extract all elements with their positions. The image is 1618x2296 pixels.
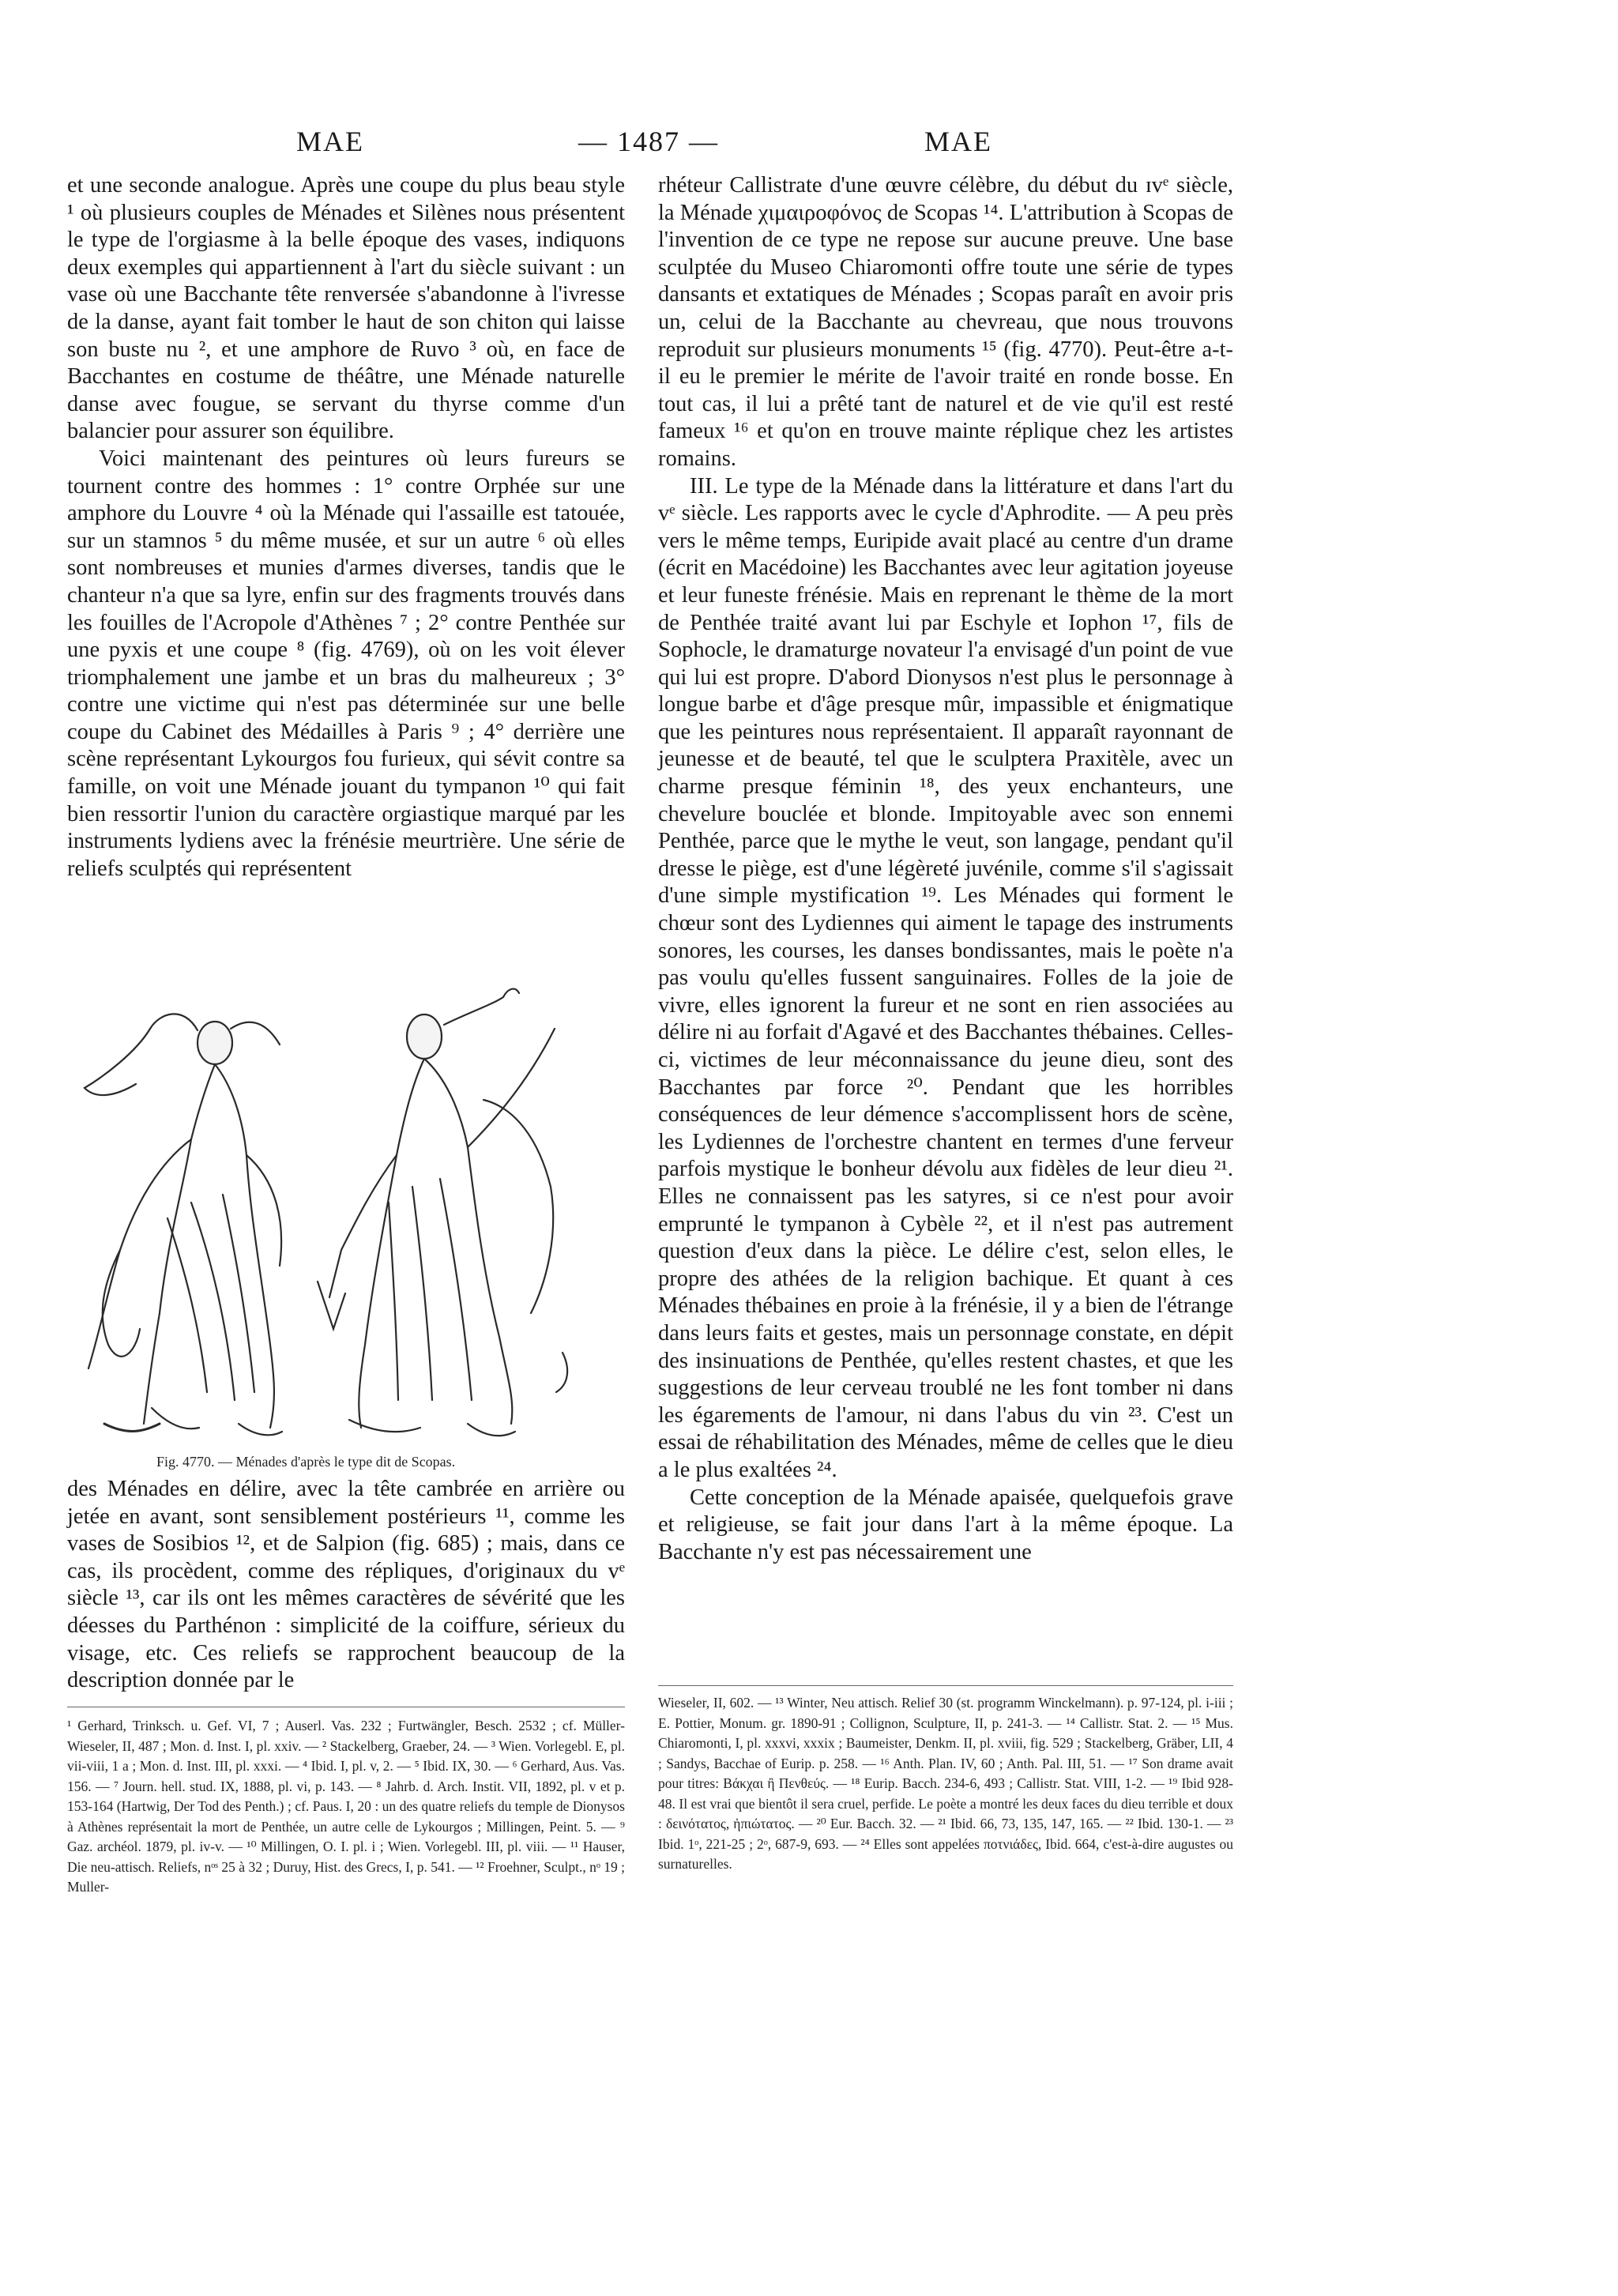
paragraph: et une seconde analogue. Après une coupe du plus beau style ¹ où plusieurs couples de Ménades et Silènes nous présentent le type de l'orgiasme à la belle époque des vases, indiquons deux exemples qui appartiennent à l'art du siècle suivant : un vase où une Bacchante tête renversée s'abandonne à l'ivresse de la danse, ayant fait tomber le haut de son chiton qui laisse son buste nu ², et une amphore de Ruvo ³ où, en face de Bacchantes en costume de théâtre, une Ménade naturelle danse avec fougue, se servant du thyrse comme d'un balancier pour assurer son équilibre. (67, 173, 625, 444)
left-column-bottom (67, 1476, 625, 1695)
paragraph: rhéteur Callistrate d'une œuvre célèbre, du début du ɪvᵉ siècle, la Ménade χιμαιροφόνος de Scopas ¹⁴. L'attribution à Scopas de l'invention de ce type ne repose sur aucune preuve. Une base sculptée du Museo Chiaromonti offre toute une série de types dansants et extatiques de Ménades ; Scopas paraît en avoir pris un, celui de la Bacchante au chevreau, que nous trouvons reproduit sur plusieurs monuments ¹⁵ (fig. 4770). Peut-être a-t-il eu le premier le mérite de l'avoir traité en ronde bosse. En tout cas, il lui a prêté tant de naturel et de vie qu'il est resté fameux ¹⁶ et qu'on en trouve mainte réplique chez les artistes romains. (658, 173, 1233, 471)
footnote-text: Wieseler, II, 602. — ¹³ Winter, Neu attisch. Relief 30 (st. programm Winckelmann). p. 97-124, pl. i-iii ; E. Pottier, Monum. gr. 1890-91 ; Collignon, Sculpture, II, p. 241-3. — ¹⁴ Callistr. Stat. 2. — ¹⁵ Mus. Chiaromonti, I, pl. xxxvi, xxxix ; Baumeister, Denkm. II, pl. xviii, fig. 529 ; Stackelberg, Gräber, LII, 4 ; Sandys, Bacchae of Eurip. p. 258. — ¹⁶ Anth. Plan. IV, 60 ; Anth. Pal. III, 51. — ¹⁷ Son drame avait pour titres: Βάκχαι ἢ Πενθεύς. — ¹⁸ Eurip. Bacch. 234-6, 493 ; Callistr. Stat. VIII, 1-2. — ¹⁹ Ibid 928-48. Il est vrai que bientôt il sera cruel, perfide. Le poète a montré les deux faces du dieu terrible et doux : δεινότατος, ἠπιώτατος. — ²⁰ Eur. Bacch. 32. — ²¹ Ibid. 66, 73, 135, 147, 165. — ²² Ibid. 130-1. — ²³ Ibid. 1ᵒ, 221-25 ; 2ᵒ, 687-9, 693. — ²⁴ Elles sont appelées ποτνιάδες, Ibid. 664, c'est-à-dire augustes ou surnaturelles. (658, 1695, 1233, 1872)
figure-illustration (73, 981, 626, 1449)
footnotes-right (658, 1693, 1233, 1875)
paragraph: Cette conception de la Ménade apaisée, quelquefois grave et religieuse, se fait jour dans l'art à la même époque. La Bacchante n'y est pas nécessairement une (658, 1485, 1233, 1564)
header-page-number: — 1487 — (578, 126, 719, 157)
paragraph: des Ménades en délire, avec la tête cambrée en arrière ou jetée en avant, sont sensiblement postérieurs ¹¹, comme les vases de Sosibios ¹², et de Salpion (fig. 685) ; mais, dans ce cas, ils procèdent, comme des répliques, d'originaux du vᵉ siècle ¹³, car ils ont les mêmes caractères de sévérité que les déesses du Parthénon : simplicité de la coiffure, sérieux du visage, etc. Ces reliefs se rapprochent beaucoup de la description donnée par le (67, 1477, 625, 1693)
footnote-divider (658, 1685, 1233, 1686)
right-column (658, 172, 1233, 1566)
footnote-text: ¹ Gerhard, Trinksch. u. Gef. VI, 7 ; Auserl. Vas. 232 ; Furtwängler, Besch. 2532 ; cf. Müller-Wieseler, II, 487 ; Mon. d. Inst. I, pl. xxiv. — ² Stackelberg, Graeber, 24. — ³ Wien. Vorlegebl. E, pl. vii-viii, 1 a ; Mon. d. Inst. III, pl. xxxi. — ⁴ Ibid. I, pl. v, 2. — ⁵ Ibid. IX, 30. — ⁶ Gerhard, Aus. Vas. 156. — ⁷ Journ. hell. stud. IX, 1888, pl. vi, p. 143. — ⁸ Jahrb. d. Arch. Instit. VII, 1892, pl. v et p. 153-164 (Hartwig, Der Tod des Penth.) ; cf. Paus. I, 20 : un des quatre reliefs du temple de Dionysos à Athènes représentait la mort de Penthée, un autre celle de Lykourgos ; Millingen, Peint. 5. — ⁹ Gaz. archéol. 1879, pl. iv-v. — ¹⁰ Millingen, O. I. pl. i ; Wien. Vorlegebl. III, pl. viii. — ¹¹ Hauser, Die neu-attisch. Reliefs, nᵒˢ 25 à 32 ; Duruy, Hist. des Grecs, I, p. 541. — ¹² Froehner, Sculpt., nᵒ 19 ; Muller- (67, 1718, 625, 1895)
header-right: MAE (924, 126, 992, 157)
left-column-top (67, 172, 625, 883)
footnotes-left (67, 1716, 625, 1898)
paragraph: Voici maintenant des peintures où leurs fureurs se tournent contre des hommes : 1° contre Orphée sur une amphore du Louvre ⁴ où la Ménade qui l'assaille est tatouée, sur un stamnos ⁵ du même musée, et sur un autre ⁶ où elles sont nombreuses et munies d'armes diverses, tandis que le chanteur n'a que sa lyre, enfin sur des fragments trouvés dans les fouilles de l'Acropole d'Athènes ⁷ ; 2° contre Penthée sur une pyxis et une coupe ⁸ (fig. 4769), où on les voit élever triomphalement une jambe et un bras du malheureux ; 3° contre une victime qui n'est pas déterminée sur une belle coupe du Cabinet des Médailles à Paris ⁹ ; 4° derrière une scène représentant Lykourgos fou furieux, qui sévit contre sa famille, on voit une Ménade jouant du tympanon ¹⁰ qui fait bien ressortir l'union du caractère orgiastique marqué par les instruments lydiens avec la frénésie meurtrière. Une série de reliefs sculptés qui représentent (67, 446, 625, 881)
paragraph: III. Le type de la Ménade dans la littérature et dans l'art du vᵉ siècle. Les rapports avec le cycle d'Aphrodite. — A peu près vers le même temps, Euripide avait placé au centre d'un drame (écrit en Macédoine) les Bacchantes avec leur agitation joyeuse et leur funeste frénésie. Mais en reprenant le thème de la mort de Penthée traité avant lui par Eschyle et Iophon ¹⁷, fils de Sophocle, le dramaturge novateur l'a envisagé d'un point de vue qui lui est propre. D'abord Dionysos n'est plus le personnage à longue barbe et d'âge presque mûr, impassible et énigmatique que les peintures nous représentaient. Il apparaît rayonnant de jeunesse et de beauté, tel que le sculptera Praxitèle, avec un charme presque féminin ¹⁸, des yeux enchanteurs, une chevelure bouclée et blonde. Impitoyable avec son ennemi Penthée, parce que le mythe le veut, son langage, pendant qu'il dresse le piège, est d'une légèreté juvénile, comme s'il s'agissait d'une simple mystification ¹⁹. Les Ménades qui forment le chœur sont des Lydiennes qui aiment le tapage des instruments sonores, les courses, les danses bondissantes, mais le poète n'a pas voulu qu'elles fussent sanguinaires. Folles de la joie de vivre, elles ignorent la fureur et ne sont en rien associées au délire ni au forfait d'Agavé et des Bacchantes thébaines. Celles-ci, victimes de leur méconnaissance du jeune dieu, sont des Bacchantes par force ²⁰. Pendant que les horribles conséquences de leur démence s'accomplissent hors de scène, les Lydiennes de l'orchestre chantent en termes d'une ferveur parfois mystique le bonheur dévolu aux fidèles de leur dieu ²¹. Elles ne connaissent pas les satyres, si ce n'est pour avoir emprunté le tympanon à Cybèle ²², et il n'est pas autrement question d'eux dans la pièce. Le délire c'est, selon elles, le propre des athées de la religion bachique. Et quant à ces Ménades thébaines en proie à la frénésie, il y a bien de l'étrange dans leurs faits et gestes, mais un personnage constate, en dépit des insinuations de Penthée, qu'elles restent chastes, et que les suggestions de leur cerveau troublé ne les font tomber ni dans les égarements de l'amour, ni dans l'abus du vin ²³. C'est un essai de réhabilitation des Ménades, même de celles que le dieu a le plus exaltées ²⁴. (658, 473, 1233, 1482)
header-left: MAE (296, 126, 364, 157)
maenads-engraving-icon (73, 981, 626, 1449)
figure-caption: Fig. 4770. — Ménades d'après le type dit de Scopas. (156, 1454, 456, 1470)
